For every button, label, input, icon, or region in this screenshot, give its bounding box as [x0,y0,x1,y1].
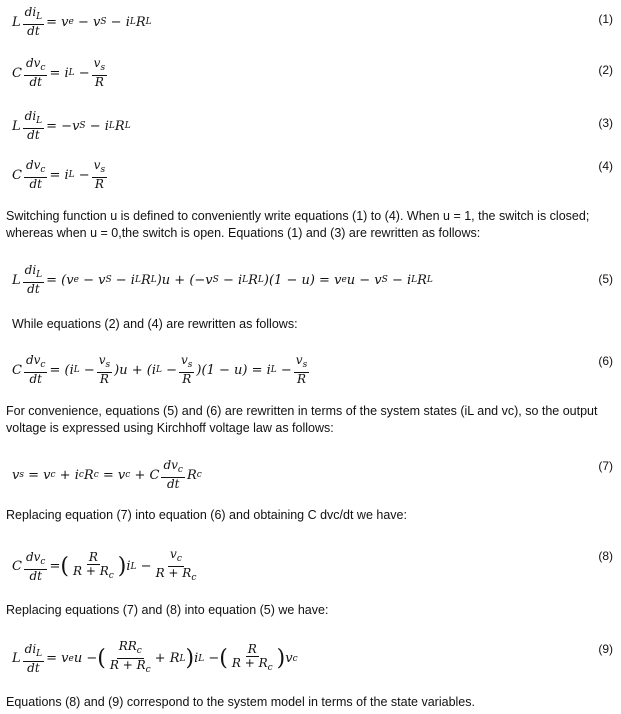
paragraph-4: Replacing equation (7) into equation (6) and obtaining C dvc/dt we have: [6,508,407,522]
equation-6 [0,352,621,388]
equation-8-number: (8) [598,549,613,563]
paragraph-1: Switching function u is defined to conveniently write equations (1) to (4). When u = 1, the switch is closed; whereas when u = 0,the switch is open. Equations (1) and (3) are rewritten as follows: [6,209,590,240]
equation-5 [0,262,621,296]
equation-7-number: (7) [598,459,613,473]
equation-9-number: (9) [598,642,613,656]
equation-6-math: C $\frac{dv_c}{dt}$ = (i L − $\frac{v_s}{R}$ )u + (i L − $\frac{v_s}{R}$ )(1 − u) = i L − $\frac{v_s}{R}$ [12,353,308,386]
equation-1 [0,4,621,38]
paragraph-5: Replacing equations (7) and (8) into equation (5) we have: [6,603,329,617]
equation-5-number: (5) [598,272,613,286]
equation-9-math: L $\frac{di_L}{dt}$ = v e u − ( $\frac{RR_c}{R + R_c}$ + R L ) i L − ( $\frac{R}{R + R_c}$ ) v c [12,639,298,675]
equation-8 [0,546,621,586]
equation-7-math: v s = v c + i c R c = v c + C $\frac{dv_c}{dt}$ R c [12,458,202,491]
equation-1-math: L $\frac{di_L}{dt}$ = v e − v S − i L R L [12,5,152,38]
equation-4 [0,157,621,191]
paragraph-3: For convenience, equations (5) and (6) are rewritten in terms of the system states (iL and vc), so the output voltage is expressed using Kirchhoff voltage law as follows: [6,404,598,435]
equation-8-math: C $\frac{dv_c}{dt}$ = ( $\frac{R}{R + R_c}$ ) i L − $\frac{v_c}{R + R_c}$ [12,547,197,583]
equation-3-number: (3) [598,116,613,130]
equation-9 [0,638,621,678]
equation-4-math: C $\frac{dv_c}{dt}$ = i L − $\frac{v_s}{R}$ [12,158,106,191]
equation-2-number: (2) [598,63,613,77]
equation-2 [0,55,621,89]
equation-5-math: L $\frac{di_L}{dt}$ = (v e − v S − i L R L )u + (−v S − i L R L )(1 − u) = v e u − v S − i L R L [12,263,433,296]
equation-6-number: (6) [598,354,613,368]
equation-2-math: C $\frac{dv_c}{dt}$ = i L − $\frac{v_s}{R}$ [12,56,106,89]
paragraph-2: While equations (2) and (4) are rewritten as follows: [12,317,298,331]
equation-1-number: (1) [598,12,613,26]
equation-7 [0,457,621,493]
paragraph-6: Equations (8) and (9) correspond to the system model in terms of the state variables. [6,695,475,709]
equation-4-number: (4) [598,159,613,173]
equation-3-math: L $\frac{di_L}{dt}$ = −v S − i L R L [12,109,131,142]
equation-3 [0,108,621,142]
